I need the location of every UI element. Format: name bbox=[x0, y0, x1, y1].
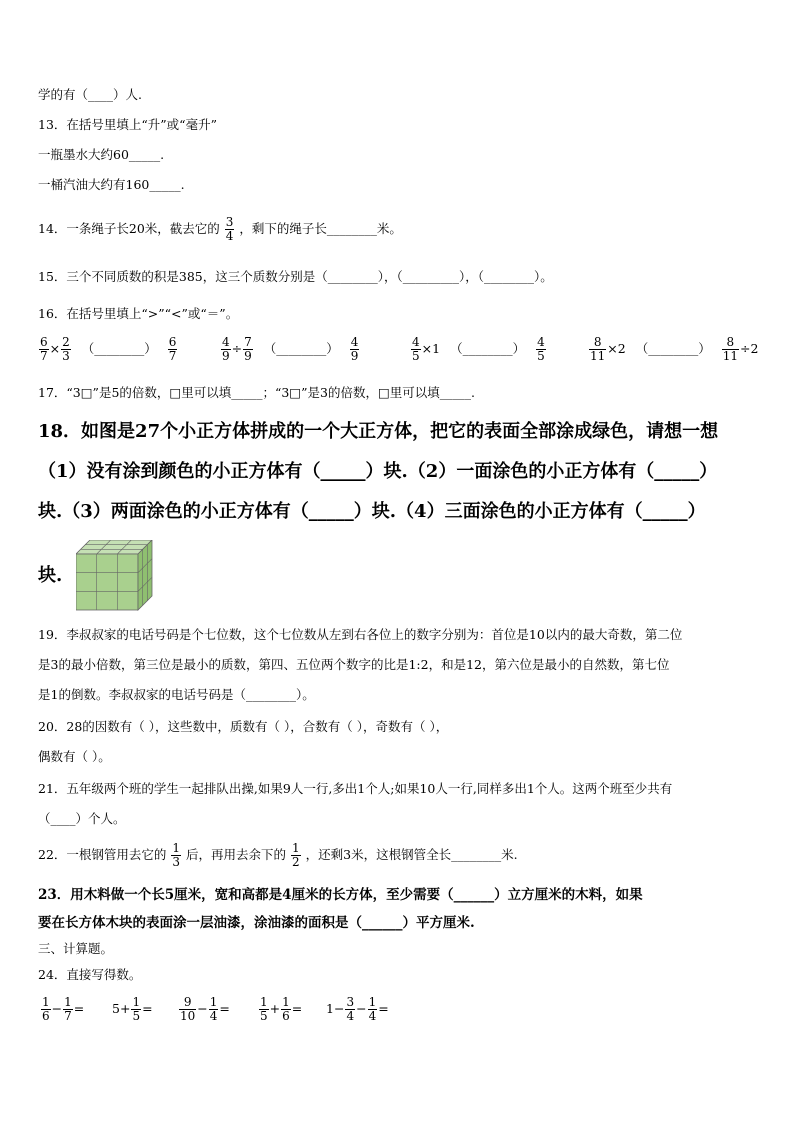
question-13-a: 一瓶墨水大约60_____. bbox=[38, 147, 165, 162]
q22-text-c: ，还剩3米，这根钢管全长________米. bbox=[305, 847, 518, 862]
calc-5 bbox=[326, 996, 389, 1023]
question-18-line-4: 块. bbox=[38, 565, 63, 586]
calc-4 bbox=[258, 996, 302, 1023]
green-cube-figure bbox=[76, 540, 156, 612]
fraction-1-6: $\frac{1}{6}$ bbox=[42, 995, 50, 1023]
q14-text-b: ，剩下的绳子长________米。 bbox=[239, 221, 402, 236]
question-13: 13．在括号里填上“升”或“毫升” bbox=[38, 117, 217, 132]
calc-3 bbox=[178, 996, 230, 1023]
question-12-tail: 学的有（____）人. bbox=[38, 87, 142, 102]
fraction-1-4-b: $\frac{1}{4}$ bbox=[368, 995, 377, 1023]
q14-text-a: 14．一条绳子长20米，截去它的 bbox=[38, 221, 220, 236]
question-16: 16．在括号里填上“>”“<”或“＝”。 bbox=[38, 306, 239, 321]
question-17: 17．“3□”是5的倍数，□里可以填_____；“3□”是3的倍数，□里可以填_____. bbox=[38, 385, 475, 400]
question-21-line-2: （____）个人。 bbox=[38, 811, 126, 826]
question-22 bbox=[38, 842, 518, 869]
five-plus: 5+ bbox=[112, 1001, 131, 1016]
times-symbol: × bbox=[49, 341, 61, 356]
section-3-heading: 三、计算题。 bbox=[38, 941, 114, 956]
times-one: ×1 bbox=[421, 341, 441, 356]
q22-text-a: 22．一根钢管用去它的 bbox=[38, 847, 167, 862]
question-21-line-1: 21．五年级两个班的学生一起排队出操,如果9人一行,多出1个人;如果10人一行,同样多出1个人。这两个班至少共有 bbox=[38, 781, 673, 796]
compare-4 bbox=[588, 336, 758, 363]
equals-symbol: = bbox=[219, 1001, 230, 1016]
fraction-1-6-b: $\frac{1}{6}$ bbox=[282, 995, 290, 1023]
fraction-8-11: $\frac{8}{11}$ bbox=[590, 335, 606, 363]
fraction-1-3: $\frac{1}{3}$ bbox=[172, 841, 181, 869]
answer-blank[interactable]: （________） bbox=[263, 341, 339, 356]
equals-symbol: = bbox=[291, 1001, 303, 1016]
question-23-line-1: 23．用木料做一个长5厘米，宽和高都是4厘米的长方体，至少需要（______）立方厘米的木料，如果 bbox=[38, 887, 643, 903]
question-20-line-1: 20．28的因数有（ ），这些数中，质数有（ ），合数有（ ），奇数有（ ）， bbox=[38, 719, 449, 734]
divide-two: ÷2 bbox=[739, 341, 759, 356]
fraction-8-11-b: $\frac{8}{11}$ bbox=[722, 335, 738, 363]
fraction-7-9: $\frac{7}{9}$ bbox=[244, 335, 252, 363]
plus-symbol: + bbox=[269, 1001, 281, 1016]
equals-symbol: = bbox=[378, 1001, 389, 1016]
fraction-1-4: $\frac{1}{4}$ bbox=[209, 995, 218, 1023]
q22-text-b: 后，再用去余下的 bbox=[186, 847, 287, 862]
question-13-b: 一桶汽油大约有160_____. bbox=[38, 177, 185, 192]
calc-2 bbox=[112, 996, 153, 1023]
equals-symbol: = bbox=[73, 1001, 85, 1016]
compare-1 bbox=[38, 336, 178, 363]
compare-3 bbox=[410, 336, 547, 363]
answer-blank[interactable]: （________） bbox=[81, 341, 157, 356]
calc-1 bbox=[40, 996, 84, 1023]
fraction-9-10: $\frac{9}{10}$ bbox=[180, 995, 196, 1023]
answer-blank[interactable]: （________） bbox=[635, 341, 711, 356]
times-two: ×2 bbox=[607, 341, 626, 356]
fraction-3-4: $\frac{3}{4}$ bbox=[225, 215, 234, 243]
equals-symbol: = bbox=[142, 1001, 153, 1016]
fraction-6-7-b: $\frac{6}{7}$ bbox=[168, 335, 177, 363]
question-14 bbox=[38, 216, 402, 243]
fraction-6-7: $\frac{6}{7}$ bbox=[40, 335, 48, 363]
fraction-1-5: $\frac{1}{5}$ bbox=[132, 995, 141, 1023]
minus-symbol: − bbox=[356, 1001, 367, 1016]
question-19-line-3: 是1的倒数。李叔叔家的电话号码是（________）。 bbox=[38, 687, 315, 702]
fraction-1-5-b: $\frac{1}{5}$ bbox=[260, 995, 268, 1023]
fraction-2-3: $\frac{2}{3}$ bbox=[62, 335, 70, 363]
question-23-line-2: 要在长方体木块的表面涂一层油漆，涂油漆的面积是（______）平方厘米. bbox=[38, 915, 475, 931]
minus-symbol: − bbox=[51, 1001, 63, 1016]
minus-symbol: − bbox=[197, 1001, 208, 1016]
compare-2 bbox=[220, 336, 360, 363]
fraction-4-9-b: $\frac{4}{9}$ bbox=[350, 335, 359, 363]
fraction-3-4-b: $\frac{3}{4}$ bbox=[346, 995, 355, 1023]
fraction-4-5-b: $\frac{4}{5}$ bbox=[537, 335, 545, 363]
question-20-line-2: 偶数有（ ）。 bbox=[38, 749, 111, 764]
divide-symbol: ÷ bbox=[231, 341, 243, 356]
question-18-line-1: 18．如图是27个小正方体拼成的一个大正方体，把它的表面全部涂成绿色，请想一想 bbox=[38, 421, 719, 442]
fraction-1-2: $\frac{1}{2}$ bbox=[292, 841, 300, 869]
question-19-line-2: 是3的最小倍数，第三位是最小的质数，第四、五位两个数字的比是1:2，和是12，第六位是最小的自然数，第七位 bbox=[38, 657, 670, 672]
fraction-4-5: $\frac{4}{5}$ bbox=[412, 335, 420, 363]
one-minus: 1− bbox=[326, 1001, 345, 1016]
question-18-line-2: （1）没有涂到颜色的小正方体有（_____）块.（2）一面涂色的小正方体有（_____） bbox=[38, 461, 718, 482]
question-15: 15．三个不同质数的积是385，这三个质数分别是（________），（_________），（________）。 bbox=[38, 269, 553, 284]
question-24: 24．直接写得数。 bbox=[38, 967, 142, 982]
fraction-1-7: $\frac{1}{7}$ bbox=[64, 995, 72, 1023]
answer-blank[interactable]: （________） bbox=[450, 341, 526, 356]
fraction-4-9: $\frac{4}{9}$ bbox=[222, 335, 230, 363]
question-18-line-3: 块.（3）两面涂色的小正方体有（_____）块.（4）三面涂色的小正方体有（_____） bbox=[38, 501, 706, 522]
question-19-line-1: 19．李叔叔家的电话号码是个七位数，这个七位数从左到右各位上的数字分别为：首位是10以内的最大奇数，第二位 bbox=[38, 627, 683, 642]
